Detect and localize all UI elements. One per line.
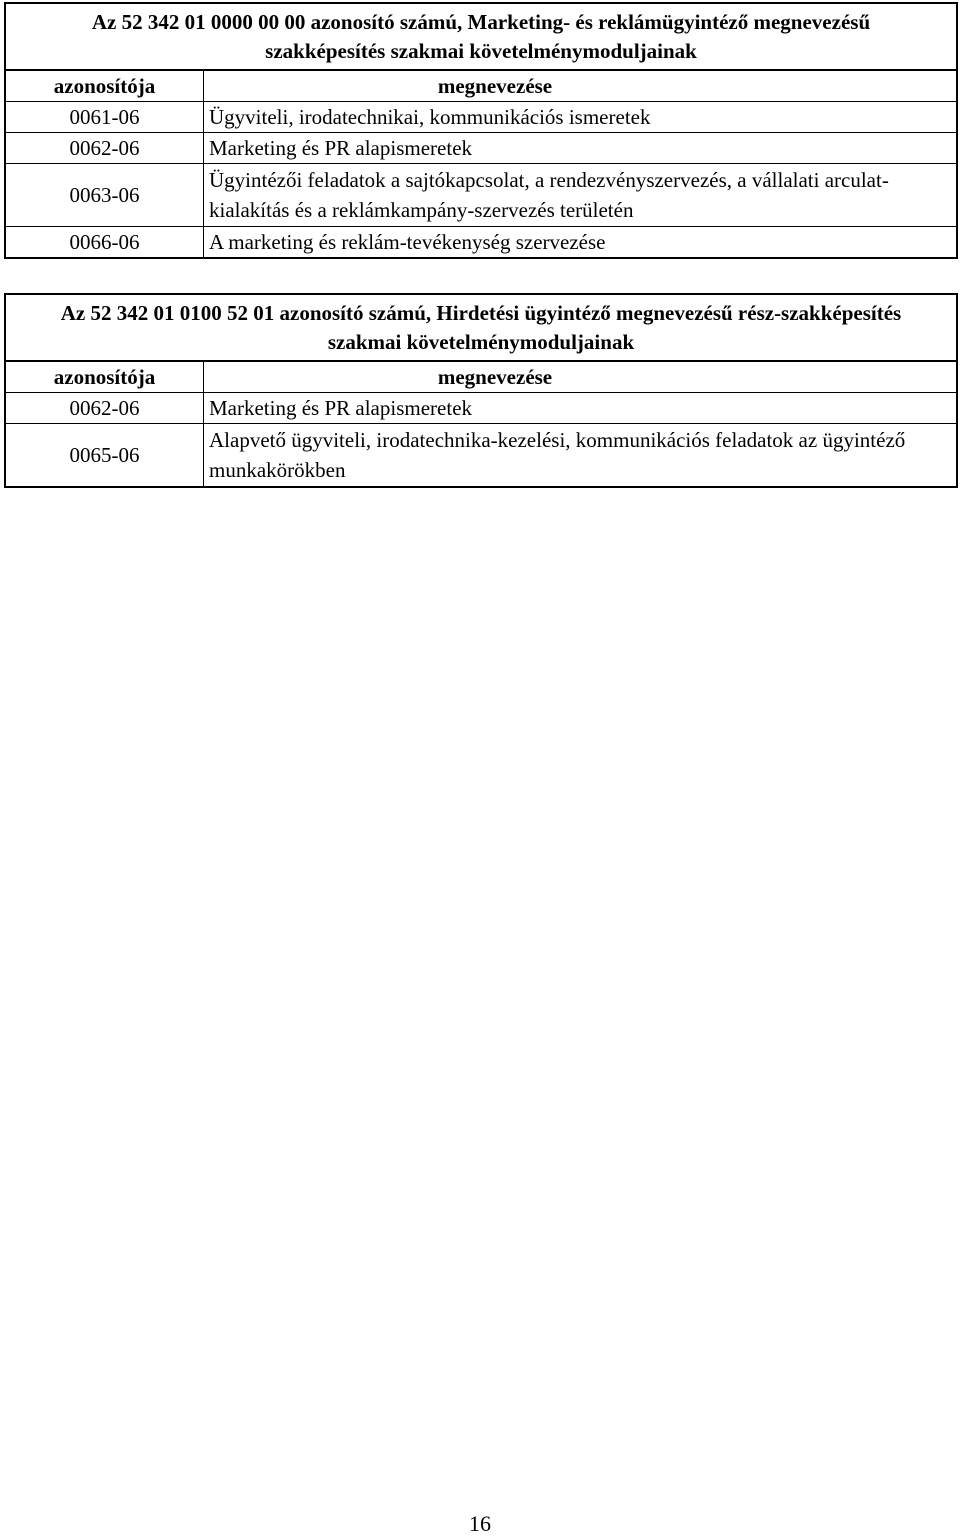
table-header-row — [6, 70, 956, 101]
header-name: megnevezése — [437, 74, 553, 98]
module-name: Marketing és PR alapismeretek — [209, 396, 473, 420]
module-id: 0061-06 — [6, 102, 204, 132]
module-name: Ügyintézői feladatok a sajtókapcsolat, a rendezvényszervezés, a vállalati arculat-kialakítás és a reklámkampány-szervezés területén — [209, 168, 889, 222]
header-name: megnevezése — [437, 365, 553, 389]
table-title: Az 52 342 01 0000 00 00 azonosító számú, Marketing- és reklámügyintéző megnevezésű szakképesítés szakmai követelménymoduljainak — [6, 4, 956, 70]
table-row — [6, 423, 956, 486]
module-name: Ügyviteli, irodatechnikai, kommunikációs ismeretek — [209, 105, 651, 129]
table-row — [6, 101, 956, 132]
table-row — [6, 226, 956, 257]
module-id: 0062-06 — [6, 393, 204, 423]
module-id: 0062-06 — [6, 133, 204, 163]
module-table-marketing — [4, 2, 958, 259]
module-name: Alapvető ügyviteli, irodatechnika-kezelési, kommunikációs feladatok az ügyintéző munkakörökben — [209, 428, 906, 482]
header-id: azonosítója — [6, 71, 204, 101]
table-row — [6, 132, 956, 163]
page-number: 16 — [469, 1511, 491, 1536]
module-id: 0066-06 — [6, 227, 204, 257]
table-header-row — [6, 361, 956, 392]
table-row — [6, 392, 956, 423]
module-id: 0063-06 — [6, 164, 204, 226]
module-id: 0065-06 — [6, 424, 204, 486]
module-name: Marketing és PR alapismeretek — [209, 136, 473, 160]
module-name: A marketing és reklám-tevékenység szervezése — [209, 230, 606, 254]
header-id: azonosítója — [6, 362, 204, 392]
table-row — [6, 163, 956, 226]
table-title: Az 52 342 01 0100 52 01 azonosító számú, Hirdetési ügyintéző megnevezésű rész-szakképesítés szakmai követelménymoduljainak — [6, 295, 956, 361]
module-table-advertising — [4, 293, 958, 488]
